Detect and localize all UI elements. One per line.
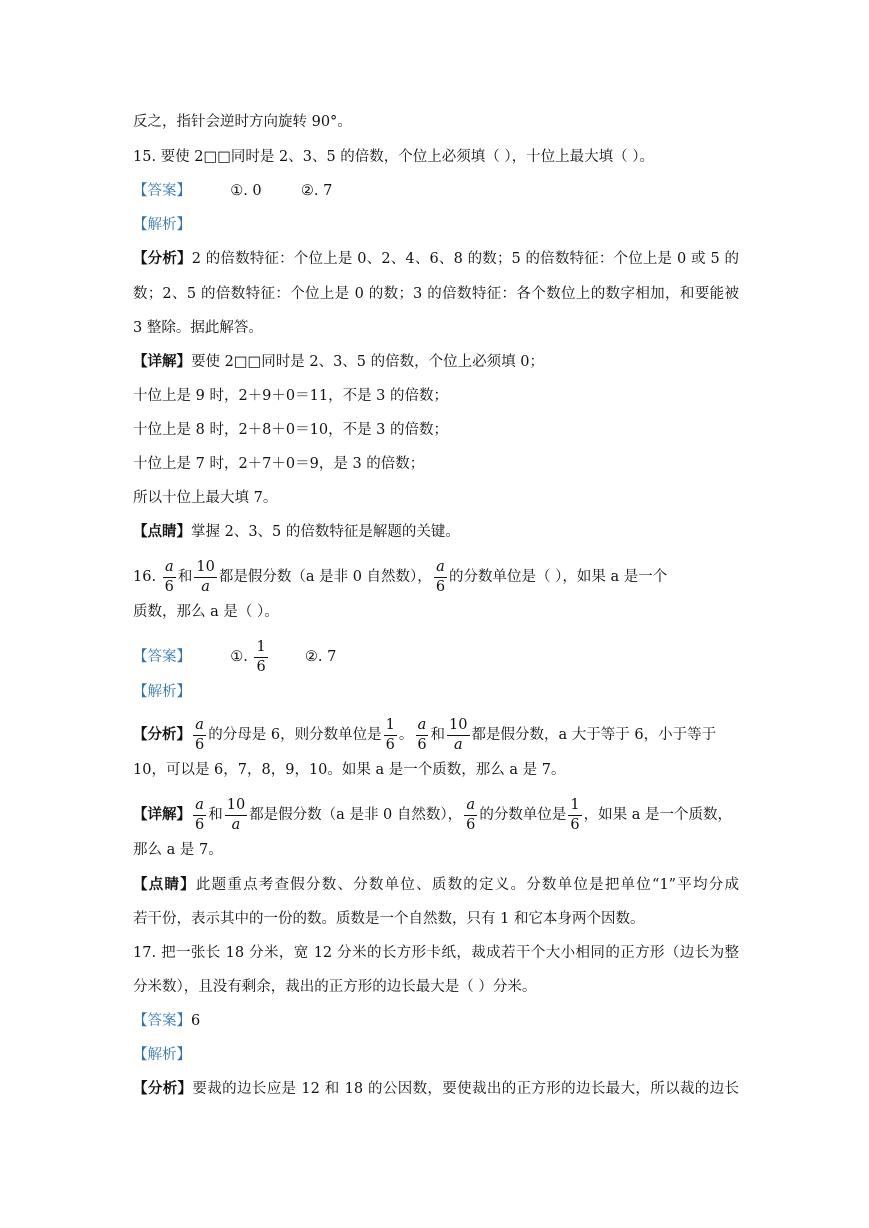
fraction: $\frac{a}{6}$	[164, 559, 174, 595]
text-line	[133, 522, 739, 542]
answer-line	[133, 181, 739, 201]
dianjing-tag: 【点睛】	[133, 523, 191, 540]
fenxi-tag: 【分析】	[133, 1080, 193, 1097]
fraction: $\frac{10}{a}$	[226, 797, 246, 833]
text: 。	[398, 727, 414, 743]
answer-tag: 【答案】	[133, 183, 191, 199]
text: 的分母是 6，则分数单位是	[208, 727, 382, 743]
analysis-tag: 【解析】	[133, 684, 191, 700]
question-15: 15. 要使 2□□同时是 2、3、5 的倍数，个位上必须填（ ），十位上最大填（ ）。	[133, 149, 655, 165]
xiangjie-tag: 【详解】	[133, 806, 191, 823]
answer-value: 6	[191, 1013, 201, 1029]
question-17: 17. 把一张长 18 分米，宽 12 分米的长方形卡纸，裁成若干个大小相同的正方形（边长为整	[133, 945, 739, 961]
text-line	[133, 718, 739, 752]
text: 和	[177, 569, 193, 585]
fraction: $\frac{a}{6}$	[466, 797, 476, 833]
text: 和	[430, 727, 446, 743]
answer-line	[133, 640, 739, 674]
text-line: 十位上是 7 时，2＋7＋0＝9，是 3 的倍数；	[133, 456, 425, 472]
answer-tag: 【答案】	[133, 649, 191, 665]
fraction: $\frac{1}{6}$	[570, 797, 580, 833]
fraction: $\frac{a}{6}$	[435, 559, 446, 595]
fraction: $\frac{10}{a}$	[196, 559, 215, 595]
text-line: 那么 a 是 7。	[133, 842, 223, 858]
fraction: $\frac{10}{a}$	[449, 717, 468, 753]
text-line	[133, 352, 739, 372]
text-line: 所以十位上最大填 7。	[133, 490, 278, 506]
text-line: 3 整除。据此解答。	[133, 320, 263, 336]
fraction: $\frac{1}{6}$	[385, 717, 395, 753]
answer-value: ①. 0	[230, 183, 262, 199]
answer-line	[133, 1011, 739, 1031]
dianjing-text: 掌握 2、3、5 的倍数特征是解题的关键。	[191, 524, 460, 540]
fraction: $\frac{a}{6}$	[417, 717, 427, 753]
analysis-tag: 【解析】	[133, 1047, 191, 1063]
text-line: 数；2、5 的倍数特征：个位上是 0 的数；3 的倍数特征：各个数位上的数字相加，和要能被	[133, 286, 739, 302]
text-line	[133, 875, 739, 895]
text-line: 反之，指针会逆时方向旋转 90°。	[133, 114, 352, 130]
fraction: $\frac{a}{6}$	[195, 797, 205, 833]
fraction: $\frac{1}{6}$	[256, 639, 266, 675]
dianjing-text: 此题重点考查假分数、分数单位、质数的定义。分数单位是把单位“1”平均分成	[195, 877, 739, 893]
fenxi-text: 要裁的边长应是 12 和 18 的公因数，要使裁出的正方形的边长最大，所以裁的边长	[192, 1081, 739, 1097]
fenxi-text: 2 的倍数特征：个位上是 0、2、4、6、8 的数；5 的倍数特征：个位上是 0 或 5 的	[191, 251, 740, 267]
text: 的分数单位是（ ），如果 a 是一个	[449, 569, 668, 585]
text: 的分数单位是	[479, 807, 567, 823]
text-line	[133, 249, 739, 269]
fenxi-tag: 【分析】	[133, 250, 192, 267]
text: 都是假分数（a 是非 0 自然数），	[249, 807, 463, 823]
text-line	[133, 798, 739, 832]
text-line: 十位上是 9 时，2＋9＋0＝11，不是 3 的倍数；	[133, 388, 449, 404]
text-line: 质数，那么 a 是（ ）。	[133, 604, 279, 620]
text-line: 分米数），且没有剩余，裁出的正方形的边长最大是（ ）分米。	[133, 979, 537, 995]
answer-value: ②. 7	[304, 649, 337, 665]
xiangjie-tag: 【详解】	[133, 353, 191, 370]
text: 和	[208, 807, 223, 823]
xiangjie-text: 要使 2□□同时是 2、3、5 的倍数，个位上必须填 0；	[191, 354, 544, 370]
text: 都是假分数（a 是非 0 自然数），	[218, 569, 432, 585]
answer-prefix: ①.	[230, 649, 248, 665]
text: ，如果 a 是一个质数，	[583, 807, 732, 823]
fenxi-tag: 【分析】	[133, 726, 191, 743]
dianjing-tag: 【点睛】	[133, 876, 196, 893]
question-16	[133, 560, 739, 594]
answer-tag: 【答案】	[133, 1013, 191, 1029]
fraction: $\frac{a}{6}$	[195, 717, 205, 753]
text-line: 若干份，表示其中的一份的数。质数是一个自然数，只有 1 和它本身两个因数。	[133, 911, 645, 927]
answer-value: ②. 7	[300, 183, 333, 199]
text: 都是假分数，a 大于等于 6，小于等于	[471, 727, 717, 743]
text-line: 10，可以是 6，7，8，9，10。如果 a 是一个质数，那么 a 是 7。	[133, 762, 566, 778]
analysis-tag: 【解析】	[133, 217, 191, 233]
question-number: 16.	[133, 569, 157, 585]
text-line	[133, 1079, 739, 1099]
text-line: 十位上是 8 时，2＋8＋0＝10，不是 3 的倍数；	[133, 422, 449, 438]
